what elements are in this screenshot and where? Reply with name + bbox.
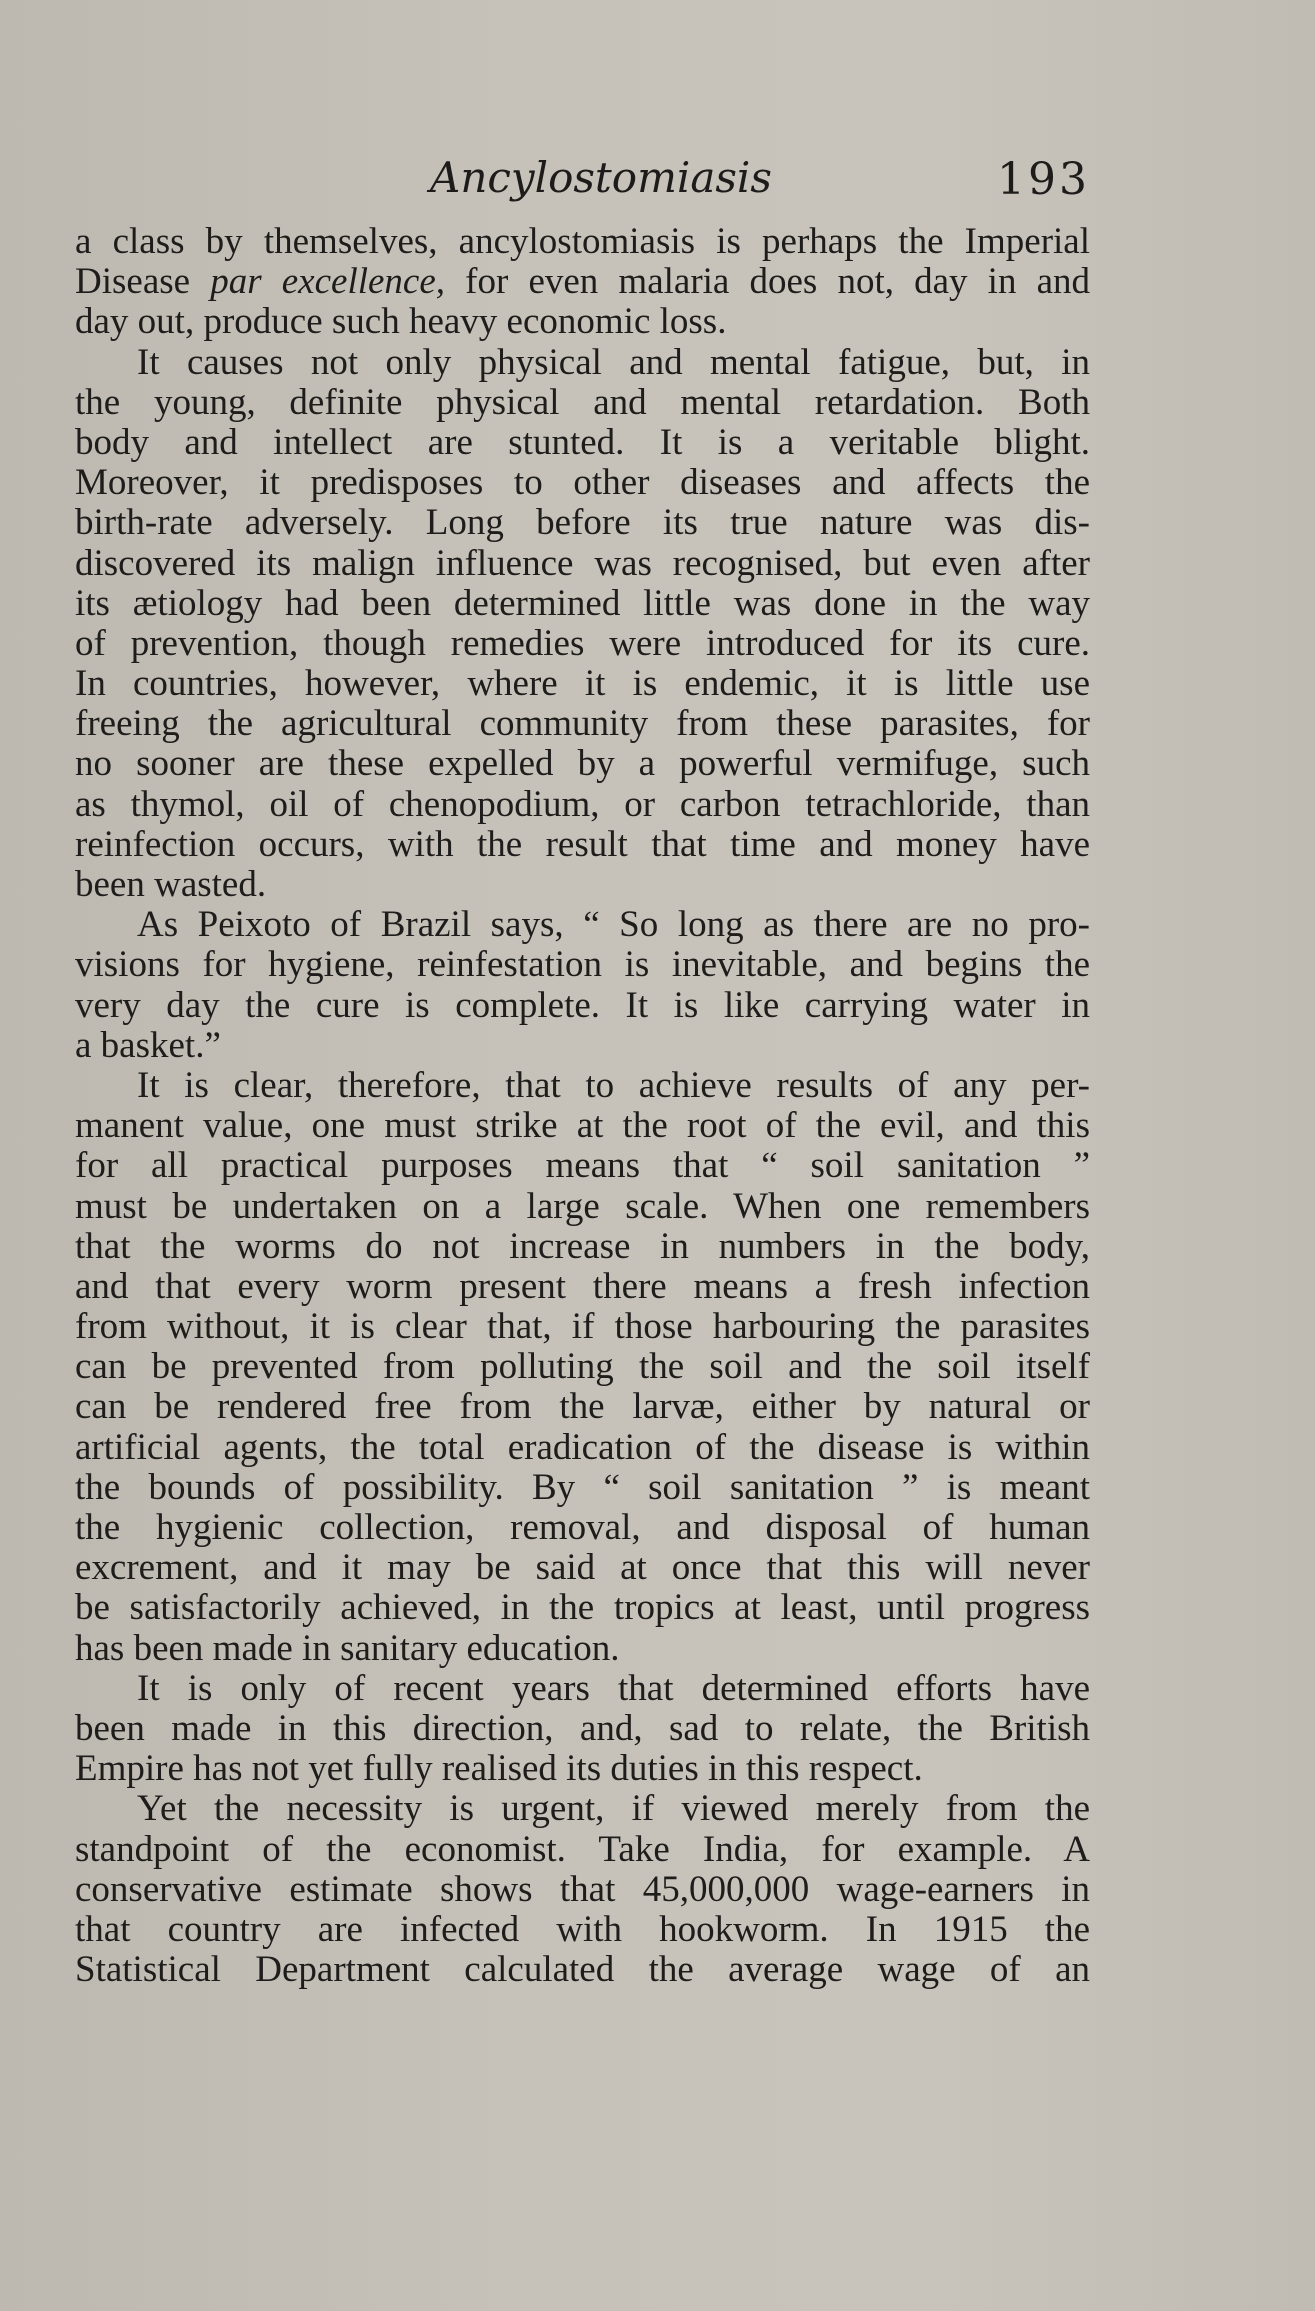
page-number: 193: [997, 154, 1090, 205]
text-line: conservative estimate shows that 45,000,000 wage-earners in: [75, 1869, 1090, 1910]
text-line: visions for hygiene, reinfestation is inevitable, and begins the: [75, 945, 1090, 986]
text-line: Statistical Department calculated the average wage of an: [75, 1950, 1090, 1991]
text-line: been made in this direction, and, sad to relate, the British: [75, 1708, 1090, 1749]
text-line: for all practical purposes means that “ soil sanitation ”: [75, 1146, 1090, 1187]
running-head: [430, 152, 1090, 212]
text-line: that the worms do not increase in numbers in the body,: [75, 1226, 1090, 1267]
text-line: [75, 262, 1090, 302]
running-title: Ancylostomiasis: [430, 153, 772, 202]
text-line: As Peixoto of Brazil says, “ So long as there are no pro-: [137, 905, 1090, 946]
text-line: It causes not only physical and mental fatigue, but, in: [137, 342, 1090, 383]
text-line: day out, produce such heavy economic loss.: [75, 302, 727, 343]
text-line: and that every worm present there means a fresh infection: [75, 1266, 1090, 1307]
text-line: It is only of recent years that determined efforts have: [137, 1668, 1090, 1709]
text-line: as thymol, oil of chenopodium, or carbon tetrachloride, than: [75, 784, 1090, 825]
text-line: the hygienic collection, removal, and disposal of human: [75, 1508, 1090, 1548]
text-line: a basket.”: [75, 1025, 221, 1066]
text-line: freeing the agricultural community from these parasites, for: [75, 704, 1090, 745]
text-line: body and intellect are stunted. It is a veritable blight.: [75, 422, 1090, 463]
text-line: Yet the necessity is urgent, if viewed merely from the: [137, 1789, 1090, 1830]
text-line: must be undertaken on a large scale. When one remembers: [75, 1186, 1090, 1227]
text-line: artificial agents, the total eradication of the disease is within: [75, 1427, 1090, 1468]
text-line: be satisfactorily achieved, in the tropics at least, until progress: [75, 1588, 1090, 1629]
italic-phrase: par excellence,: [210, 262, 446, 303]
text-line: In countries, however, where it is endemic, it is little use: [75, 664, 1090, 705]
text-line: a class by themselves, ancylostomiasis is perhaps the Imperial: [75, 222, 1090, 262]
text-line: manent value, one must strike at the root of the evil, and this: [75, 1106, 1090, 1147]
text-line: Empire has not yet fully realised its duties in this respect.: [75, 1749, 923, 1790]
text-line: very day the cure is complete. It is like carrying water in: [75, 985, 1090, 1026]
body-text: [75, 222, 1090, 1990]
text-fragment: for even malaria does not, day in and: [465, 262, 1090, 303]
text-line: its ætiology had been determined little was done in the way: [75, 583, 1090, 624]
text-line: can be rendered free from the larvæ, either by natural or: [75, 1387, 1090, 1428]
text-line: been wasted.: [75, 865, 267, 905]
text-line: Moreover, it predisposes to other diseases and affects the: [75, 463, 1090, 504]
text-line: excrement, and it may be said at once that this will never: [75, 1548, 1090, 1589]
text-line: the bounds of possibility. By “ soil sanitation ” is meant: [75, 1467, 1090, 1508]
text-fragment: Disease: [75, 262, 191, 303]
text-line: can be prevented from polluting the soil and the soil itself: [75, 1347, 1090, 1388]
text-line: the young, definite physical and mental retardation. Both: [75, 382, 1090, 423]
text-line: birth-rate adversely. Long before its true nature was dis-: [75, 503, 1090, 544]
text-line: It is clear, therefore, that to achieve results of any per-: [137, 1065, 1090, 1106]
text-line: no sooner are these expelled by a powerful vermifuge, such: [75, 744, 1090, 785]
text-line: of prevention, though remedies were introduced for its cure.: [75, 623, 1090, 664]
text-line: that country are infected with hookworm. In 1915 the: [75, 1909, 1090, 1950]
text-line: discovered its malign influence was recognised, but even after: [75, 543, 1090, 584]
text-line: standpoint of the economist. Take India, for example. A: [75, 1829, 1090, 1870]
text-line: from without, it is clear that, if those harbouring the parasites: [75, 1307, 1090, 1348]
text-line: reinfection occurs, with the result that time and money have: [75, 824, 1090, 865]
text-line: has been made in sanitary education.: [75, 1628, 620, 1669]
